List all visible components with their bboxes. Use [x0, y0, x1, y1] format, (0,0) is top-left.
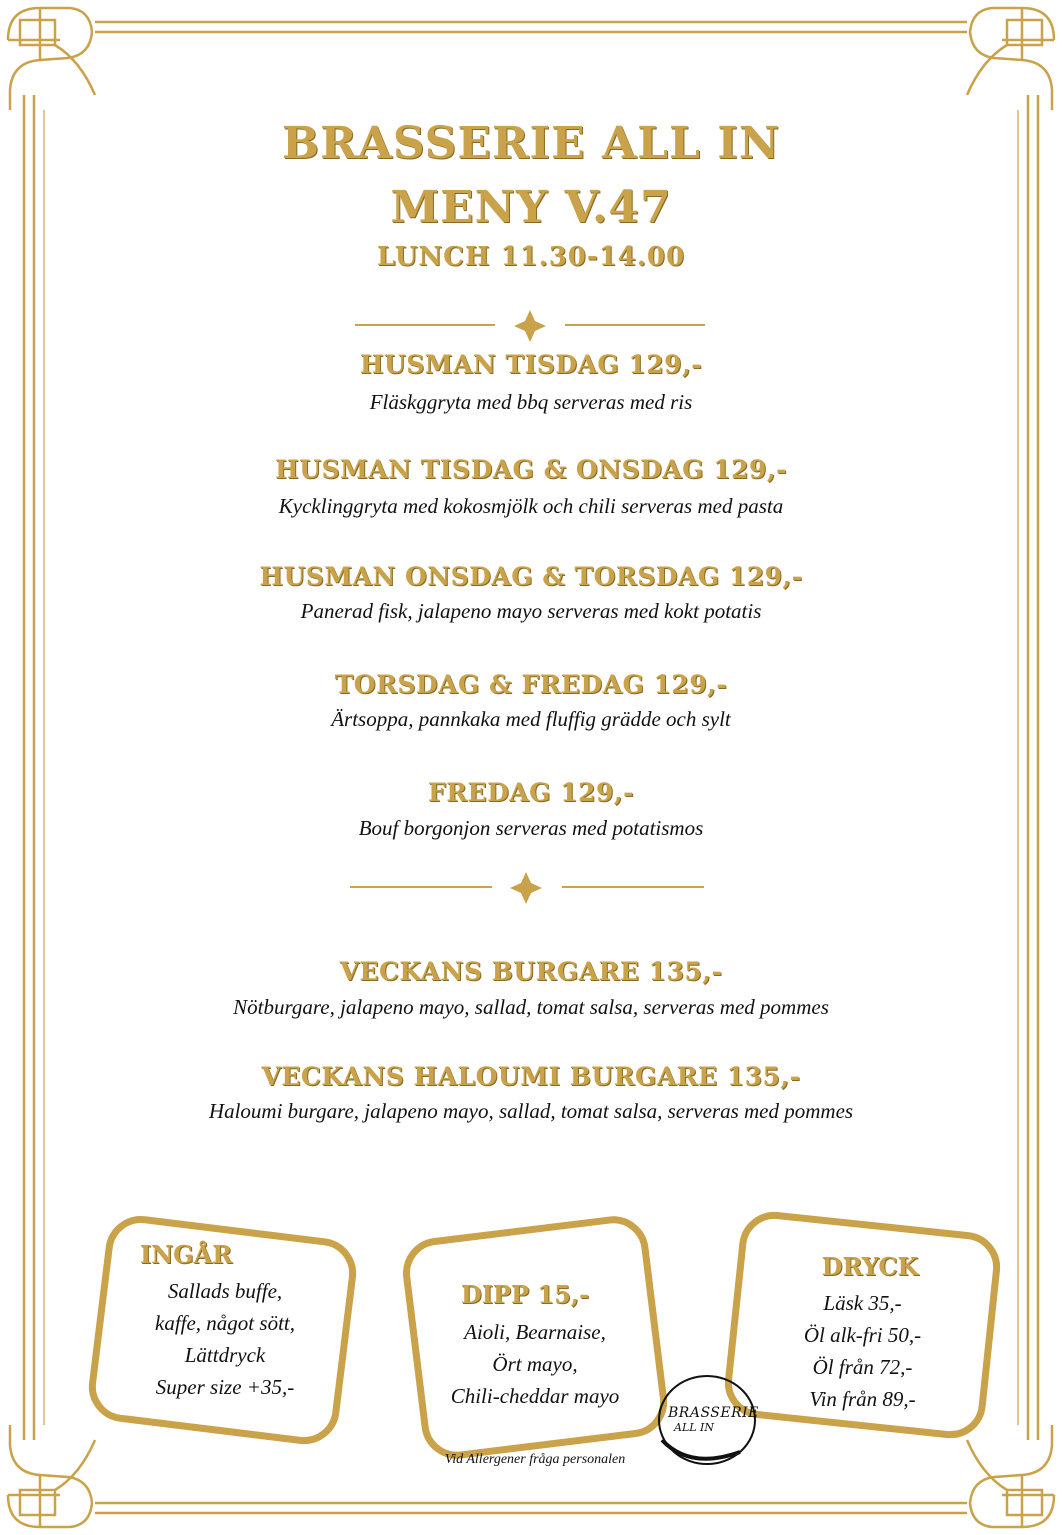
burger-description: Nötburgare, jalapeno mayo, sallad, tomat salsa, serveras med pommes	[233, 995, 829, 1019]
dip-heading: DIPP 15,-	[460, 1280, 590, 1309]
dish-heading: TORSDAG & FREDAG 129,-	[334, 670, 728, 699]
corner-ornament-tr	[967, 8, 1054, 110]
logo	[668, 1405, 768, 1434]
burger-description: Haloumi burgare, jalapeno mayo, sallad, tomat salsa, serveras med pommes	[208, 1099, 854, 1123]
lunch-hours: LUNCH 11.30-14.00	[376, 242, 686, 272]
dish-heading: FREDAG 129,-	[428, 778, 634, 807]
drink-heading: DRYCK	[821, 1252, 919, 1281]
allergy-note: Vid Allergener fråga personalen	[444, 1452, 626, 1467]
logo-line-2: ALL IN	[674, 1421, 715, 1434]
menu-week-title: MENY V.47	[390, 182, 672, 233]
included-item: Sallads buffe,	[167, 1279, 283, 1303]
dip-item: Chili-cheddar mayo	[450, 1384, 620, 1408]
corner-ornament-tl	[8, 8, 95, 110]
drink-item: Läsk 35,-	[823, 1291, 902, 1315]
logo-line-1: BRASSERIE	[668, 1405, 759, 1421]
included-heading: INGÅR	[140, 1240, 233, 1269]
restaurant-title: BRASSERIE ALL IN	[281, 118, 781, 169]
dish-heading: HUSMAN TISDAG & ONSDAG 129,-	[275, 455, 787, 484]
dish-description: Bouf borgonjon serveras med potatismos	[358, 816, 704, 840]
dip-item: Ört mayo,	[492, 1352, 578, 1376]
corner-ornament-bl	[8, 1425, 95, 1527]
dip-list	[420, 1316, 650, 1412]
dish-description: Panerad fisk, jalapeno mayo serveras med kokt potatis	[300, 599, 762, 623]
dish-description: Kycklinggryta med kokosmjölk och chili serveras med pasta	[278, 494, 784, 518]
burger-heading: VECKANS BURGARE 135,-	[339, 957, 723, 986]
included-item: Super size +35,-	[155, 1375, 295, 1399]
drink-item: Vin från 89,-	[809, 1387, 916, 1411]
drink-item: Öl från 72,-	[812, 1355, 913, 1379]
corner-ornament-br	[967, 1425, 1054, 1527]
dish-heading: HUSMAN TISDAG 129,-	[359, 350, 703, 379]
drink-list	[755, 1287, 970, 1415]
included-item: kaffe, något sött,	[155, 1311, 295, 1335]
dip-item: Aioli, Bearnaise,	[464, 1320, 606, 1344]
included-list	[110, 1275, 340, 1403]
divider-middle	[350, 872, 704, 904]
drink-item: Öl alk-fri 50,-	[803, 1323, 922, 1347]
burger-heading: VECKANS HALOUMI BURGARE 135,-	[261, 1062, 801, 1091]
dish-heading: HUSMAN ONSDAG & TORSDAG 129,-	[259, 562, 803, 591]
divider-top	[355, 310, 705, 342]
dish-description: Fläskggryta med bbq serveras med ris	[369, 390, 693, 414]
included-item: Lättdryck	[184, 1343, 266, 1367]
dish-description: Ärtsoppa, pannkaka med fluffig grädde och sylt	[331, 707, 731, 731]
